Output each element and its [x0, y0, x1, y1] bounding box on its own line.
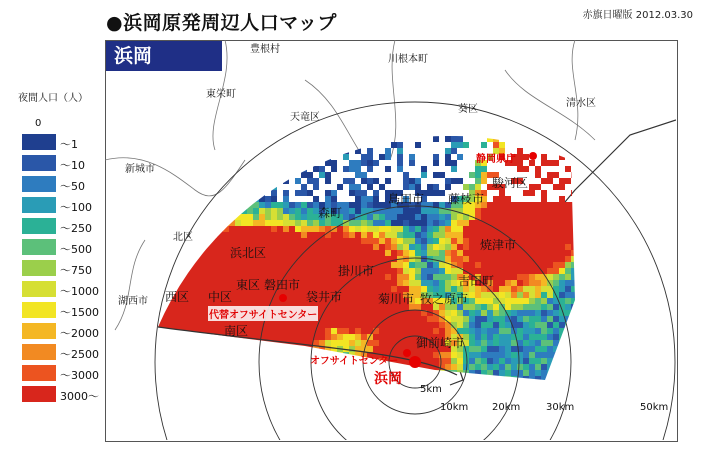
label-mori: 森町 [318, 206, 343, 220]
legend-swatch [22, 218, 56, 234]
legend-swatch [22, 176, 56, 192]
label-suruga: 駿河区 [492, 176, 529, 190]
legend-item [22, 384, 112, 404]
legend-swatch [22, 344, 56, 360]
legend-item [22, 300, 112, 320]
legend-swatch [22, 365, 56, 381]
label-offsite-center: オフサイトセンター [310, 356, 399, 367]
label-shinshiro: 新城市 [125, 164, 155, 175]
legend-label: ～250 [60, 222, 92, 235]
label-shimada: 島田市 [388, 192, 425, 206]
dist-label-20km: 20km [492, 402, 521, 413]
label-higashi: 東区 [236, 278, 261, 292]
label-fujieda: 藤枝市 [448, 192, 485, 206]
legend-swatch [22, 281, 56, 297]
legend-item [22, 216, 112, 236]
legend-swatch [22, 302, 56, 318]
dist-label-50km: 50km [640, 402, 669, 413]
dist-label-30km: 30km [546, 402, 575, 413]
label-iwata: 磐田市 [264, 278, 301, 292]
label-hamakita: 浜北区 [230, 246, 267, 260]
legend-label: ～2000 [60, 327, 99, 340]
offsite-center-marker [403, 349, 411, 357]
label-fukuroi: 袋井市 [306, 290, 343, 304]
legend-zero-label: 0 [35, 118, 42, 129]
label-nishi: 西区 [165, 290, 190, 304]
legend-item [22, 132, 112, 152]
label-minami: 南区 [224, 324, 249, 338]
label-tenryu: 天竜区 [290, 112, 320, 123]
legend-label: ～10 [60, 159, 85, 172]
population-density-area [145, 100, 589, 388]
legend-swatch [22, 155, 56, 171]
dist-label-5km: 5km [420, 384, 442, 395]
legend-swatch [22, 323, 56, 339]
label-toyone: 豊根村 [250, 44, 280, 55]
legend-swatch [22, 197, 56, 213]
label-makinohara: 牧之原市 [420, 292, 469, 306]
label-naka: 中区 [208, 290, 233, 304]
label-alt-offsite-center: 代替オフサイトセンター [208, 306, 318, 321]
legend-label: ～750 [60, 264, 92, 277]
legend-swatch [22, 239, 56, 255]
source-credit: 赤旗日曜版 2012.03.30 [582, 10, 693, 21]
region-badge: 浜岡 [106, 41, 222, 71]
legend-label: ～1500 [60, 306, 99, 319]
label-kita: 北区 [173, 232, 193, 243]
legend-swatch [22, 134, 56, 150]
label-shizuoka-pref: 静岡県庁 [476, 154, 516, 165]
legend-item [22, 258, 112, 278]
legend-item [22, 153, 112, 173]
legend-swatch [22, 260, 56, 276]
label-hamaoka: 浜岡 [374, 371, 402, 387]
legend-item [22, 321, 112, 341]
legend-label: 3000～ [60, 390, 99, 403]
label-omaezaki: 御前崎市 [416, 336, 465, 350]
legend-label: ～1 [60, 138, 78, 151]
label-yoshida: 吉田町 [458, 274, 495, 288]
legend-item [22, 342, 112, 362]
label-kosai: 湖西市 [118, 296, 148, 307]
hamaoka-marker [409, 356, 421, 368]
legend-label: ～500 [60, 243, 92, 256]
label-yaizu: 焼津市 [480, 238, 517, 252]
label-toei: 東栄町 [206, 89, 236, 100]
shizuoka-pref-marker [529, 152, 537, 160]
legend-item [22, 195, 112, 215]
legend-item [22, 279, 112, 299]
legend-item [22, 237, 112, 257]
alt-offsite-center-marker [279, 294, 287, 302]
dist-label-10km: 10km [440, 402, 469, 413]
legend-label: ～2500 [60, 348, 99, 361]
page-title: ●浜岡原発周辺人口マップ [106, 12, 337, 34]
legend-item [22, 363, 112, 383]
legend-item [22, 174, 112, 194]
legend-title: 夜間人口（人） [18, 93, 88, 104]
label-kakegawa: 掛川市 [338, 264, 375, 278]
legend-label: ～1000 [60, 285, 99, 298]
legend-label: ～3000 [60, 369, 99, 382]
label-kikugawa: 菊川市 [378, 292, 415, 306]
label-kawanehon: 川根本町 [388, 54, 428, 65]
legend-label: ～50 [60, 180, 85, 193]
legend-label: ～100 [60, 201, 92, 214]
label-shimizu: 清水区 [566, 98, 596, 109]
legend-swatch [22, 386, 56, 402]
label-aoi: 葵区 [458, 104, 478, 115]
